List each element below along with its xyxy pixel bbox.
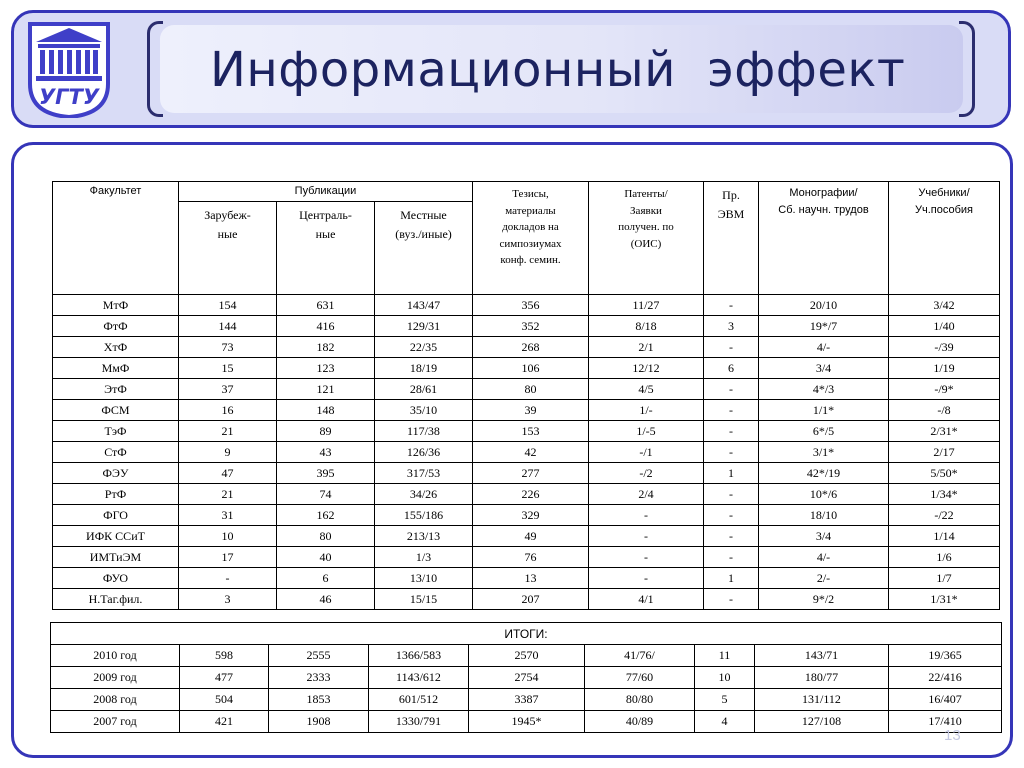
faculty-row: [53, 337, 1000, 358]
table-cell: 2333: [269, 667, 369, 689]
table-cell: 4*/3: [759, 379, 889, 400]
table-cell: 3/4: [759, 526, 889, 547]
header-faculty: Факультет: [53, 182, 179, 295]
table-cell: 22/35: [375, 337, 473, 358]
title-bracket-right: [959, 21, 975, 117]
table-cell: 143/71: [755, 645, 889, 667]
faculty-row: [53, 547, 1000, 568]
table-cell: 144: [179, 316, 277, 337]
table-cell: 1/-: [589, 400, 704, 421]
table-cell: 1945*: [469, 711, 585, 733]
table-cell: 504: [180, 689, 269, 711]
table-cell: 182: [277, 337, 375, 358]
table-cell: 4/5: [589, 379, 704, 400]
row-label: МтФ: [53, 295, 179, 316]
row-label: ФУО: [53, 568, 179, 589]
table-cell: 12/12: [589, 358, 704, 379]
table-cell: 2/31*: [889, 421, 1000, 442]
title-bracket-left: [147, 21, 163, 117]
table-cell: 2570: [469, 645, 585, 667]
row-label: 2010 год: [51, 645, 180, 667]
table-cell: 5: [695, 689, 755, 711]
row-label: 2009 год: [51, 667, 180, 689]
faculty-row: [53, 463, 1000, 484]
header-theses: Тезисы, материалы докладов на симпозиумах конф. семин.: [473, 182, 589, 295]
table-cell: 1: [704, 463, 759, 484]
table-cell: 6: [277, 568, 375, 589]
table-cell: 6*/5: [759, 421, 889, 442]
table-cell: 5/50*: [889, 463, 1000, 484]
row-label: ИФК ССиТ: [53, 526, 179, 547]
table-cell: -/9*: [889, 379, 1000, 400]
faculty-row: [53, 568, 1000, 589]
row-label: ЭтФ: [53, 379, 179, 400]
faculty-row: [53, 358, 1000, 379]
table-cell: 40/89: [585, 711, 695, 733]
table-cell: 1366/583: [369, 645, 469, 667]
totals-row: [51, 711, 1002, 733]
table-cell: 129/31: [375, 316, 473, 337]
table-cell: 117/38: [375, 421, 473, 442]
table-cell: 17: [179, 547, 277, 568]
faculty-row: [53, 316, 1000, 337]
table-cell: 10: [179, 526, 277, 547]
table-cell: -/1: [589, 442, 704, 463]
table-cell: 19*/7: [759, 316, 889, 337]
faculty-row: [53, 484, 1000, 505]
table-cell: -: [589, 505, 704, 526]
table-cell: 421: [180, 711, 269, 733]
table-cell: 15: [179, 358, 277, 379]
table-cell: 2/4: [589, 484, 704, 505]
header-central: Централь- ные: [277, 202, 375, 295]
table-cell: 180/77: [755, 667, 889, 689]
header-foreign: Зарубеж- ные: [179, 202, 277, 295]
table-cell: 13: [473, 568, 589, 589]
row-label: РтФ: [53, 484, 179, 505]
table-cell: 11/27: [589, 295, 704, 316]
row-label: ФтФ: [53, 316, 179, 337]
row-label: ФСМ: [53, 400, 179, 421]
table-cell: 317/53: [375, 463, 473, 484]
table-cell: 143/47: [375, 295, 473, 316]
row-label: ХтФ: [53, 337, 179, 358]
table-cell: 4/-: [759, 547, 889, 568]
table-cell: 1143/612: [369, 667, 469, 689]
header-publications: Публикации: [179, 182, 473, 202]
table-cell: 153: [473, 421, 589, 442]
table-cell: 3: [179, 589, 277, 610]
row-label: СтФ: [53, 442, 179, 463]
row-label: ИМТиЭМ: [53, 547, 179, 568]
faculty-row: [53, 400, 1000, 421]
table-cell: 80: [473, 379, 589, 400]
totals-row: [51, 645, 1002, 667]
table-cell: 4: [695, 711, 755, 733]
faculty-row: [53, 505, 1000, 526]
table-cell: 21: [179, 421, 277, 442]
table-cell: 34/26: [375, 484, 473, 505]
table-cell: 43: [277, 442, 375, 463]
university-logo: [26, 22, 112, 118]
table-cell: 126/36: [375, 442, 473, 463]
faculty-row: [53, 379, 1000, 400]
table-cell: 80/80: [585, 689, 695, 711]
totals-table: [50, 622, 1002, 733]
table-cell: 395: [277, 463, 375, 484]
table-cell: -: [704, 421, 759, 442]
table-cell: -: [704, 442, 759, 463]
table-cell: 1/3: [375, 547, 473, 568]
faculty-table: [52, 181, 1000, 610]
table-cell: 8/18: [589, 316, 704, 337]
table-cell: 2555: [269, 645, 369, 667]
table-cell: 1/31*: [889, 589, 1000, 610]
table-cell: 74: [277, 484, 375, 505]
table-cell: 16: [179, 400, 277, 421]
faculty-row: [53, 421, 1000, 442]
row-label: ФЭУ: [53, 463, 179, 484]
table-cell: 19/365: [889, 645, 1002, 667]
table-cell: 35/10: [375, 400, 473, 421]
table-cell: 352: [473, 316, 589, 337]
totals-row: [51, 667, 1002, 689]
table-cell: 6: [704, 358, 759, 379]
faculty-row: [53, 442, 1000, 463]
table-cell: 226: [473, 484, 589, 505]
table-cell: 2/-: [759, 568, 889, 589]
table-cell: 31: [179, 505, 277, 526]
table-cell: 73: [179, 337, 277, 358]
table-cell: 601/512: [369, 689, 469, 711]
table-cell: 4/-: [759, 337, 889, 358]
table-cell: 3/1*: [759, 442, 889, 463]
table-cell: 1/1*: [759, 400, 889, 421]
table-cell: 127/108: [755, 711, 889, 733]
table-cell: 37: [179, 379, 277, 400]
table-cell: 1/40: [889, 316, 1000, 337]
table-cell: 477: [180, 667, 269, 689]
table-cell: -: [179, 568, 277, 589]
table-cell: 1908: [269, 711, 369, 733]
table-cell: -: [704, 337, 759, 358]
table-cell: 1/7: [889, 568, 1000, 589]
table-cell: 148: [277, 400, 375, 421]
table-cell: 22/416: [889, 667, 1002, 689]
table-cell: 39: [473, 400, 589, 421]
table-cell: 631: [277, 295, 375, 316]
table-cell: 40: [277, 547, 375, 568]
header-monographs: Монографии/ Сб. научн. трудов: [759, 182, 889, 295]
table-cell: 28/61: [375, 379, 473, 400]
table-cell: 3/42: [889, 295, 1000, 316]
row-label: 2008 год: [51, 689, 180, 711]
table-cell: 13/10: [375, 568, 473, 589]
table-cell: 10*/6: [759, 484, 889, 505]
faculty-row: [53, 589, 1000, 610]
table-cell: 21: [179, 484, 277, 505]
table-cell: -: [704, 505, 759, 526]
table-cell: 162: [277, 505, 375, 526]
table-cell: 1/34*: [889, 484, 1000, 505]
table-cell: -: [589, 526, 704, 547]
header-patents: Патенты/ Заявки получен. по (ОИС): [589, 182, 704, 295]
table-cell: -: [704, 379, 759, 400]
table-cell: 18/19: [375, 358, 473, 379]
header-software: Пр. ЭВМ: [704, 182, 759, 295]
row-label: МмФ: [53, 358, 179, 379]
table-cell: 416: [277, 316, 375, 337]
table-cell: -/2: [589, 463, 704, 484]
table-cell: 3: [704, 316, 759, 337]
table-cell: 17/410: [889, 711, 1002, 733]
table-cell: 42: [473, 442, 589, 463]
table-cell: 49: [473, 526, 589, 547]
table-cell: 18/10: [759, 505, 889, 526]
table-cell: 277: [473, 463, 589, 484]
faculty-row: [53, 295, 1000, 316]
table-cell: 154: [179, 295, 277, 316]
table-cell: -/39: [889, 337, 1000, 358]
table-cell: 356: [473, 295, 589, 316]
table-cell: 11: [695, 645, 755, 667]
table-cell: -: [589, 547, 704, 568]
table-cell: 20/10: [759, 295, 889, 316]
table-cell: 15/15: [375, 589, 473, 610]
table-cell: 77/60: [585, 667, 695, 689]
table-cell: 42*/19: [759, 463, 889, 484]
page-number: 13: [944, 727, 961, 744]
table-cell: 80: [277, 526, 375, 547]
table-cell: 106: [473, 358, 589, 379]
table-cell: 46: [277, 589, 375, 610]
header-local: Местные (вуз./иные): [375, 202, 473, 295]
table-cell: 76: [473, 547, 589, 568]
table-cell: 131/112: [755, 689, 889, 711]
table-cell: 207: [473, 589, 589, 610]
table-cell: 268: [473, 337, 589, 358]
table-cell: 3/4: [759, 358, 889, 379]
table-cell: 4/1: [589, 589, 704, 610]
table-cell: 1330/791: [369, 711, 469, 733]
table-cell: 2/1: [589, 337, 704, 358]
table-cell: 1/-5: [589, 421, 704, 442]
table-cell: -: [704, 526, 759, 547]
table-cell: 2754: [469, 667, 585, 689]
table-cell: 9*/2: [759, 589, 889, 610]
row-label: 2007 год: [51, 711, 180, 733]
table-cell: 9: [179, 442, 277, 463]
table-cell: 47: [179, 463, 277, 484]
header-textbooks: Учебники/ Уч.пособия: [889, 182, 1000, 295]
table-cell: 1853: [269, 689, 369, 711]
table-cell: -: [704, 400, 759, 421]
row-label: ФГО: [53, 505, 179, 526]
table-cell: -/8: [889, 400, 1000, 421]
faculty-row: [53, 526, 1000, 547]
table-cell: -: [589, 568, 704, 589]
table-cell: 1/19: [889, 358, 1000, 379]
table-cell: 213/13: [375, 526, 473, 547]
table-cell: 10: [695, 667, 755, 689]
row-label: Н.Таг.фил.: [53, 589, 179, 610]
table-cell: 329: [473, 505, 589, 526]
table-cell: 3387: [469, 689, 585, 711]
table-cell: 123: [277, 358, 375, 379]
table-cell: 1/14: [889, 526, 1000, 547]
table-cell: -: [704, 484, 759, 505]
table-cell: 1/6: [889, 547, 1000, 568]
totals-title: ИТОГИ:: [51, 623, 1002, 645]
table-cell: 598: [180, 645, 269, 667]
table-cell: -/22: [889, 505, 1000, 526]
page-title: Информационный эффект: [210, 42, 906, 98]
table-cell: 1: [704, 568, 759, 589]
logo-text: УГТУ: [38, 85, 100, 109]
table-cell: 121: [277, 379, 375, 400]
table-cell: -: [704, 547, 759, 568]
table-cell: 89: [277, 421, 375, 442]
table-cell: 2/17: [889, 442, 1000, 463]
table-cell: 155/186: [375, 505, 473, 526]
table-cell: -: [704, 295, 759, 316]
row-label: ТэФ: [53, 421, 179, 442]
table-cell: 16/407: [889, 689, 1002, 711]
totals-row: [51, 689, 1002, 711]
table-cell: 41/76/: [585, 645, 695, 667]
table-cell: -: [704, 589, 759, 610]
